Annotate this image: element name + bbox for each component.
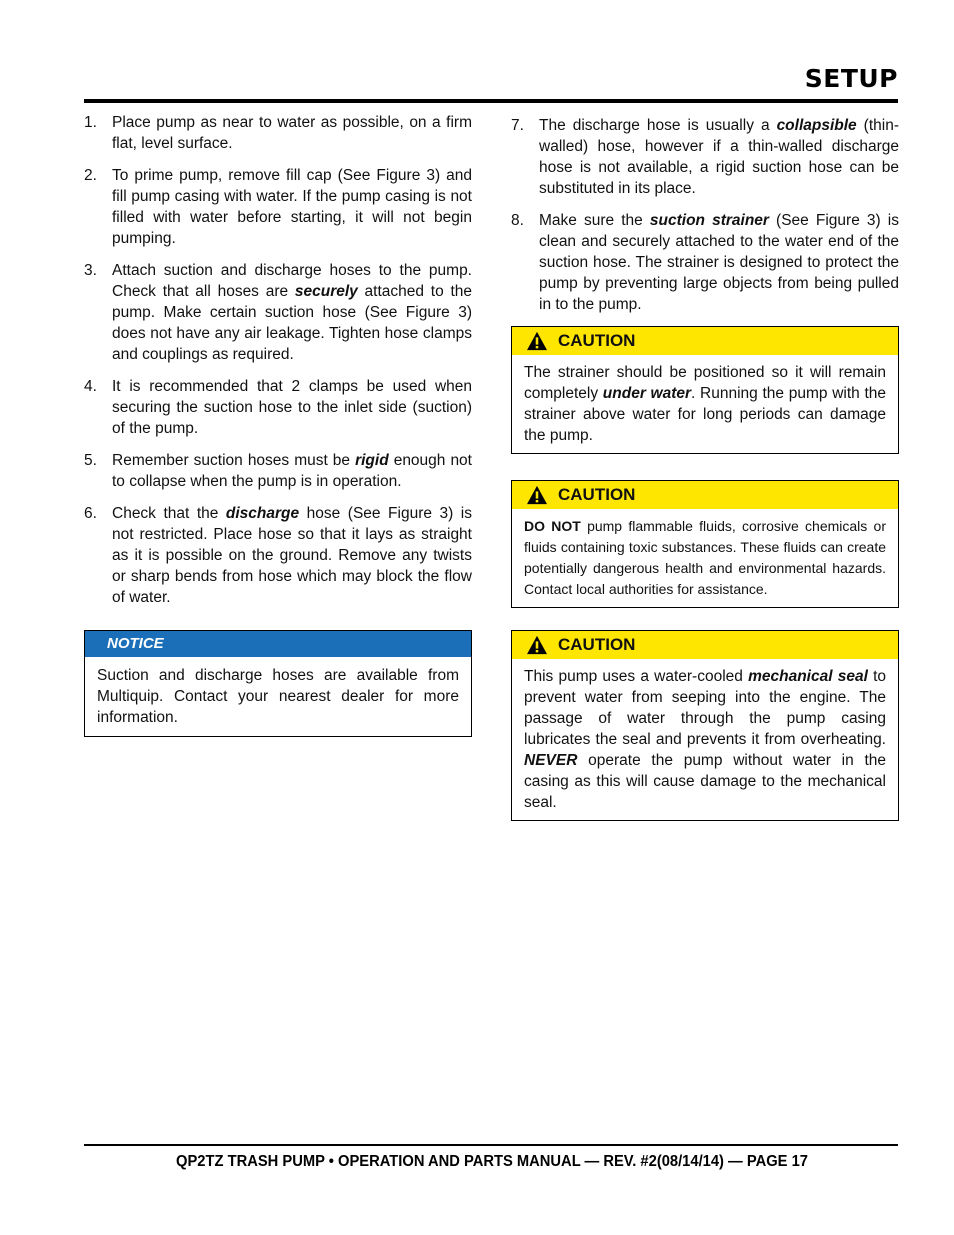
- setup-steps-right: [511, 115, 899, 315]
- body-text: It is recommended that 2 clamps be used when securing the suction hose to the inlet side (suction) of the pump.: [112, 378, 472, 437]
- page-footer: QP2TZ TRASH PUMP • OPERATION AND PARTS MANUAL — REV. #2(08/14/14) — PAGE 17: [176, 1153, 808, 1170]
- body-text: (See Figure 3) is clean and securely attached to the water end of the suction hose. The strainer is designed to protect the pump by preventing large objects from being pulled in to the pump.: [539, 212, 899, 313]
- notice-box: [84, 630, 472, 737]
- body-text: Place pump as near to water as possible, on a firm flat, level surface.: [112, 114, 472, 152]
- caution-label: CAUTION: [558, 485, 636, 504]
- step-number: 5.: [84, 452, 97, 469]
- left-column: [84, 112, 472, 737]
- step-item: [84, 376, 472, 439]
- caution-header: [512, 481, 898, 509]
- caution-box: [511, 630, 899, 821]
- body-text: Remember suction hoses must be: [112, 452, 356, 469]
- body-text: enough not to collapse when the pump is in operation.: [112, 452, 472, 490]
- step-item: [511, 210, 899, 315]
- body-text: Check that the: [112, 505, 226, 522]
- body-text: attached to the pump. Make certain suction hose (See Figure 3) does not have any air leakage. Tighten hose clamps and couplings as required.: [112, 283, 472, 363]
- step-item: [84, 165, 472, 249]
- emphasis-text: discharge: [225, 505, 300, 522]
- step-item: [84, 112, 472, 154]
- body-text: to prevent water from seeping into the engine. The passage of water through the pump casing lubricates the seal and prevents it from overheating.: [524, 668, 887, 748]
- emphasis-text: securely: [294, 283, 358, 300]
- caution-box: [511, 480, 899, 608]
- caution-box: [511, 326, 899, 454]
- emphasis-text: NEVER: [524, 752, 578, 769]
- body-text: hose (See Figure 3) is not restricted. Place hose so that it lays as straight as it is possible on the ground. Remove any twists or sharp bends from hose which may block the flow of water.: [112, 505, 472, 606]
- emphasis-text: rigid: [355, 452, 389, 469]
- body-text: pump flammable fluids, corrosive chemicals or fluids containing toxic substances. These fluids can create potentially dangerous health and environmental hazards. Contact local authorities for assistance.: [524, 518, 886, 597]
- step-item: [84, 260, 472, 365]
- caution-list: [511, 326, 899, 821]
- body-text: To prime pump, remove fill cap (See Figure 3) and fill pump casing with water. If the pump casing is not filled with water before starting, it will not begin pumping.: [112, 167, 472, 247]
- step-number: 4.: [84, 378, 97, 395]
- body-text: Attach suction and discharge hoses to the pump. Check that all hoses are: [112, 262, 472, 300]
- bold-text: DO NOT: [524, 518, 581, 534]
- step-number: 6.: [84, 505, 97, 522]
- step-item: [84, 450, 472, 492]
- notice-label: NOTICE: [85, 631, 471, 657]
- caution-text: [512, 509, 898, 607]
- step-number: 1.: [84, 114, 97, 131]
- footer-rule: [84, 1144, 898, 1146]
- caution-header: [512, 631, 898, 659]
- body-text: This pump uses a water-cooled: [524, 668, 749, 685]
- body-text: The discharge hose is usually a: [539, 117, 777, 134]
- caution-label: CAUTION: [558, 331, 636, 350]
- caution-text: [512, 659, 898, 820]
- emphasis-text: mechanical seal: [748, 668, 868, 685]
- caution-label: CAUTION: [558, 635, 636, 654]
- warning-triangle-icon: [526, 635, 548, 655]
- emphasis-text: collapsible: [776, 117, 857, 134]
- step-item: [511, 115, 899, 199]
- step-number: 2.: [84, 167, 97, 184]
- setup-steps-left: [84, 112, 472, 608]
- right-column: [511, 115, 899, 821]
- body-text: (thin-walled) hose, however if a thin-walled discharge hose is not available, a rigid suction hose can be substituted in its place.: [539, 117, 899, 197]
- emphasis-text: suction strainer: [649, 212, 769, 229]
- warning-triangle-icon: [526, 331, 548, 351]
- body-text: . Running the pump with the strainer above water for long periods can damage the pump.: [524, 385, 886, 444]
- step-number: 7.: [511, 117, 524, 134]
- warning-triangle-icon: [526, 485, 548, 505]
- body-text: The strainer should be positioned so it will remain completely: [524, 364, 886, 402]
- caution-header: [512, 327, 898, 355]
- caution-text: [512, 355, 898, 453]
- notice-text: Suction and discharge hoses are available from Multiquip. Contact your nearest dealer for more information.: [97, 667, 459, 726]
- header-rule: [84, 99, 898, 103]
- page-title: SETUP: [804, 64, 898, 93]
- emphasis-text: under water: [602, 385, 692, 402]
- body-text: Make sure the: [539, 212, 650, 229]
- step-number: 8.: [511, 212, 524, 229]
- body-text: operate the pump without water in the casing as this will cause damage to the mechanical seal.: [524, 752, 886, 811]
- step-item: [84, 503, 472, 608]
- step-number: 3.: [84, 262, 97, 279]
